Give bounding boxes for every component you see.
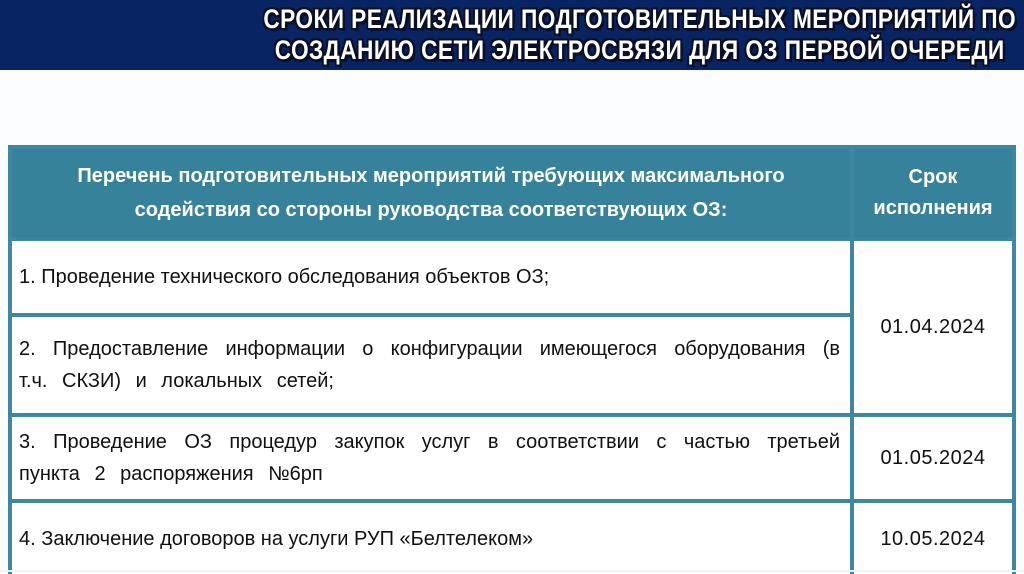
- deadline-cell-3: 01.05.2024: [852, 415, 1014, 501]
- deadline-column-header: Срок исполнения: [852, 147, 1014, 239]
- activities-column-header: Перечень подготовительных мероприятий требующих максимального содействия со стороны руководства соответствующих ОЗ:: [10, 147, 852, 239]
- table-row: [10, 501, 1014, 574]
- deadline-cell-4: 10.05.2024: [852, 501, 1014, 574]
- activity-cell-2: 2. Предоставление информации о конфигурации имеющегося оборудования (в т.ч. СКЗИ) и локальных сетей;: [10, 315, 852, 415]
- activity-cell-1: 1. Проведение технического обследования объектов ОЗ;: [10, 239, 852, 315]
- schedule-table: [8, 145, 1016, 574]
- slide-title-line2: СОЗДАНИЮ СЕТИ ЭЛЕКТРОСВЯЗИ ДЛЯ ОЗ ПЕРВОЙ ОЧЕРЕДИ: [274, 35, 1005, 65]
- table-row: [10, 415, 1014, 501]
- bottom-divider: [0, 570, 1024, 572]
- activity-cell-4: 4. Заключение договоров на услуги РУП «Белтелеком»: [10, 501, 852, 574]
- deadline-cell-1: 01.04.2024: [852, 239, 1014, 415]
- table-row: [10, 239, 1014, 315]
- table-header-row: [10, 147, 1014, 239]
- slide-title-line1: СРОКИ РЕАЛИЗАЦИИ ПОДГОТОВИТЕЛЬНЫХ МЕРОПРИЯТИЙ ПО: [263, 3, 1016, 34]
- activity-cell-3: 3. Проведение ОЗ процедур закупок услуг в соответствии с частью третьей пункта 2 распоряжения №6рп: [10, 415, 852, 501]
- slide-title: [263, 4, 1016, 67]
- title-banner: [0, 0, 1024, 70]
